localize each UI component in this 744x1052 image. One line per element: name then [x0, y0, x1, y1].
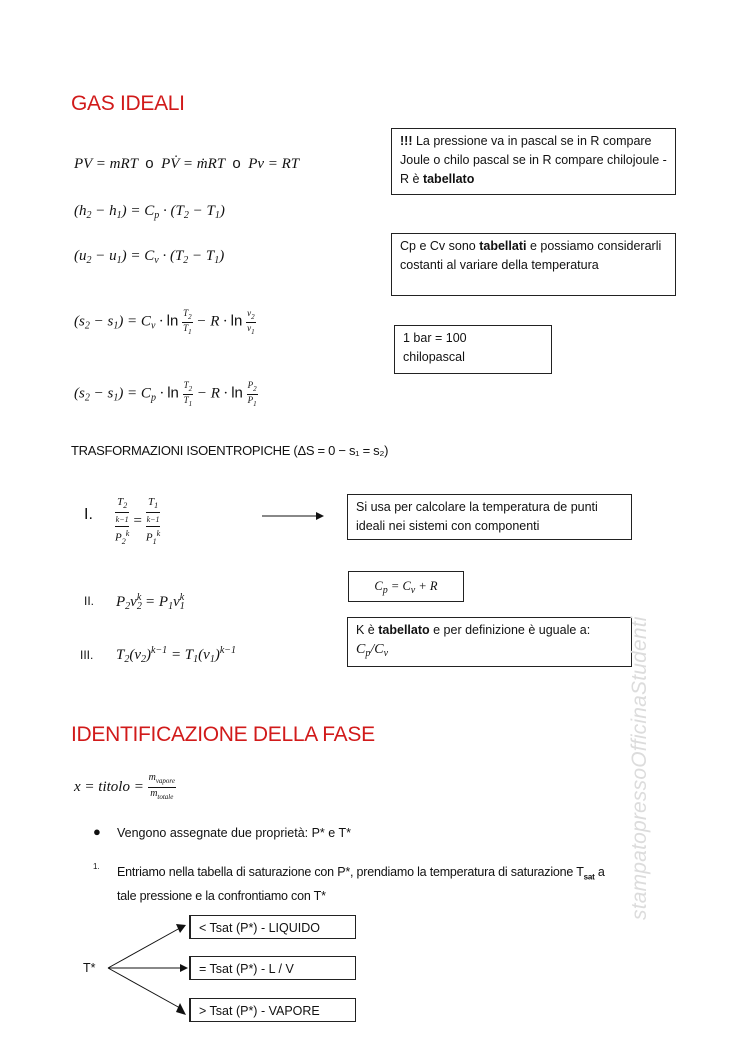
note-pressure-text: La pressione va in pascal se in R compare Joule o chilo pascal se in R compare chilojoule - R è: [400, 134, 667, 186]
phase-vapor: > Tsat (P*) - VAPORE: [189, 998, 356, 1022]
watermark: [628, 540, 651, 920]
note-cp-bold: tabellati: [479, 239, 527, 253]
step-1-text: [117, 863, 677, 905]
equation-entropy-pressure: $(s_2 - s_1) = C_p \cdot \ln$ $\frac{T_2}{T_1}$ − R · ln $\frac{P_2}{P_1}$: [74, 380, 257, 408]
note-bar-text: 1 bar = 100 chilopascal: [403, 331, 467, 364]
equation-state: PV = mRT o PV̇ = ṁRT o Pv = RT: [74, 155, 300, 172]
step-number-1: 1.: [93, 862, 100, 871]
note-k-bold: tabellato: [378, 623, 430, 637]
note-k-definition: [347, 617, 632, 667]
note-k-formula: $C_p/C_v$: [356, 642, 389, 659]
equation-internal-energy: $(u_2 - u_1) = C_v \cdot (T_2 - T_1)$: [74, 248, 225, 266]
phase-liquid-vapor: = Tsat (P*) - L / V: [189, 956, 356, 980]
step-1-post: a: [594, 865, 605, 879]
equation-titolo: x = titolo = $\frac{m_{vapore}}{m_{totale}}$: [74, 772, 175, 801]
arrow-right-icon: [260, 508, 326, 524]
note-isentropic-use: Si usa per calcolare la temperatura de punti ideali nei sistemi con componenti: [347, 494, 632, 540]
step-1-line2: tale pressione e la confrontiamo con T*: [117, 888, 326, 903]
step-1-main: Entriamo nella tabella di saturazione con P*, prendiamo la temperatura di saturazione T: [117, 865, 584, 879]
item-label-2: II.: [84, 594, 95, 608]
watermark-text: stampatopressoOfficinaStudenti: [628, 616, 651, 920]
phase-liquid: < Tsat (P*) - LIQUIDO: [189, 915, 356, 939]
equation-entropy-volume: $(s_2 - s_1) = C_v \cdot \ln$ $\frac{T_2}{T_1}$ − R · ln $\frac{v_2}{v_1}$: [74, 308, 255, 336]
titolo-lhs: x = titolo =: [74, 778, 144, 795]
isentropic-heading: TRASFORMAZIONI ISOENTROPICHE (ΔS = 0 − s₁ = s₂): [71, 443, 389, 458]
section-title-fase: IDENTIFICAZIONE DELLA FASE: [71, 723, 375, 746]
equation-enthalpy: $(h_2 - h_1) = C_p \cdot (T_2 - T_1)$: [74, 203, 225, 221]
bullet-properties: Vengono assegnate due proprietà: P* e T*: [117, 826, 351, 840]
note-cp-pre: Cp e Cv sono: [400, 239, 480, 253]
step-1-sub: sat: [583, 872, 595, 882]
note-pressure-bold: tabellato: [422, 172, 475, 186]
note-k-post: e per definizione è uguale a:: [429, 623, 591, 637]
equation-isentropic-1: $T_2$ k−1 $P_2^k$ = $T_1$ k−1 $P_1^k$: [115, 496, 161, 547]
item-label-3: III.: [80, 648, 94, 662]
note-cp-equals: $C_p = C_v + R$: [348, 571, 464, 602]
bullet-dot-icon: ●: [93, 824, 101, 839]
note-pressure-units: [391, 128, 676, 195]
equation-isentropic-2: $P_2v_2^k = P_1v_1^k$: [116, 592, 185, 612]
branch-arrows-icon: [104, 920, 194, 1020]
note-k-pre: K è: [356, 623, 379, 637]
section-title-gas-ideali: GAS IDEALI: [71, 92, 185, 115]
note-cp-cv: [391, 233, 676, 296]
note-bar-conversion: [394, 325, 552, 374]
tstar-label: T*: [83, 961, 96, 975]
note-pressure-emphasis: !!!: [400, 134, 413, 148]
note-cp-post: e possiamo considerarli costanti al variare della temperatura: [400, 239, 662, 272]
equation-isentropic-3: $T_2(v_2)^{k-1} = T_1(v_1)^{k-1}$: [116, 645, 236, 665]
item-label-1: I.: [84, 506, 93, 523]
